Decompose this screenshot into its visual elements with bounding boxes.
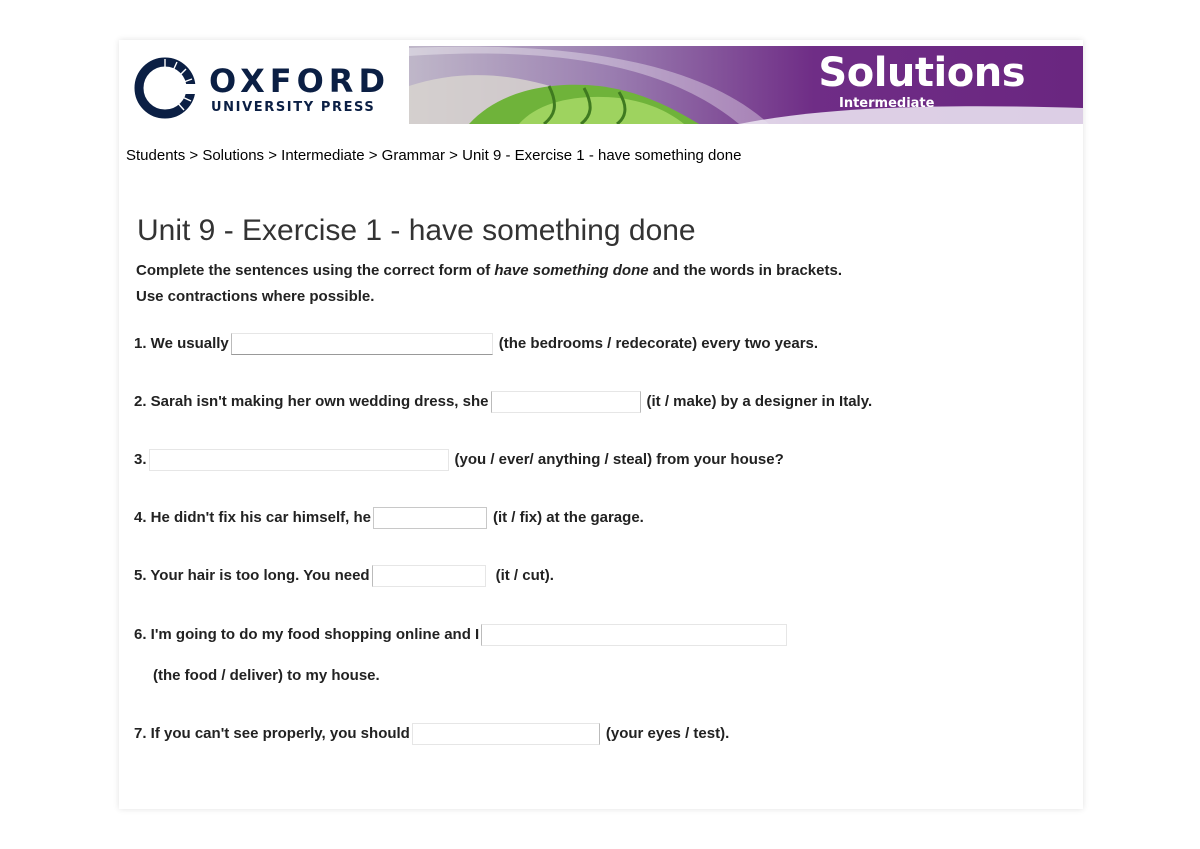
banner-subtitle: Intermediate (839, 96, 935, 111)
answer-input-7[interactable] (412, 723, 600, 745)
question-hint: (the food / deliver) to my house. (153, 667, 380, 684)
question-4 (134, 506, 644, 530)
instructions-emphasis: have something done (494, 262, 649, 279)
answer-input-4[interactable] (373, 507, 487, 529)
question-prompt: 7. If you can't see properly, you should (134, 725, 410, 742)
question-6 (134, 623, 793, 647)
breadcrumb-separator: > (268, 147, 277, 164)
breadcrumb-students[interactable]: Students (126, 147, 186, 164)
breadcrumb-current: Unit 9 - Exercise 1 - have something done (462, 147, 742, 164)
breadcrumb-solutions[interactable]: Solutions (202, 147, 265, 164)
answer-input-2[interactable] (491, 391, 641, 413)
answer-input-5[interactable] (372, 565, 486, 587)
question-prompt: 4. He didn't fix his car himself, he (134, 509, 371, 526)
question-6-continuation (153, 664, 380, 688)
instructions-line2: Use contractions where possible. (136, 288, 375, 305)
instructions-text: and the words in brackets. (648, 262, 842, 279)
breadcrumb-grammar[interactable]: Grammar (381, 147, 445, 164)
question-5 (134, 564, 554, 588)
answer-input-1[interactable] (231, 333, 493, 355)
question-prompt: 2. Sarah isn't making her own wedding dress, she (134, 393, 489, 410)
breadcrumb-separator: > (189, 147, 199, 164)
answer-input-3[interactable] (149, 449, 449, 471)
question-hint: (it / make) by a designer in Italy. (646, 393, 873, 410)
question-prompt: 6. I'm going to do my food shopping online and I (134, 626, 480, 643)
breadcrumb-separator: > (449, 147, 458, 164)
question-hint: (it / fix) at the garage. (492, 509, 644, 526)
question-3 (134, 448, 784, 472)
banner-title: Solutions (818, 50, 1025, 96)
instructions-text: Complete the sentences using the correct form of (136, 262, 495, 279)
question-prompt: 5. Your hair is too long. You need (134, 567, 370, 584)
question-7 (134, 722, 729, 746)
oxford-logo[interactable] (133, 50, 413, 126)
question-hint: (you / ever/ anything / steal) from your house? (454, 451, 784, 468)
oxford-wordmark: OXFORD (209, 62, 390, 100)
university-press-label: UNIVERSITY PRESS (211, 100, 376, 115)
page-title: Unit 9 - Exercise 1 - have something done (137, 214, 696, 247)
solutions-banner (409, 46, 1083, 124)
question-hint: (your eyes / test). (605, 725, 730, 742)
question-prompt: 1. We usually (134, 335, 229, 352)
question-2 (134, 390, 872, 414)
breadcrumb-separator: > (368, 147, 378, 164)
question-hint: (it / cut). (495, 567, 554, 584)
question-1 (134, 332, 818, 356)
oxford-ring-icon (133, 56, 197, 120)
exercise-page (119, 40, 1083, 809)
breadcrumb (126, 147, 741, 164)
question-prompt: 3. (134, 451, 147, 468)
answer-input-6[interactable] (481, 624, 787, 646)
instructions (136, 258, 1036, 310)
breadcrumb-intermediate[interactable]: Intermediate (281, 147, 365, 164)
question-hint: (the bedrooms / redecorate) every two years. (498, 335, 819, 352)
